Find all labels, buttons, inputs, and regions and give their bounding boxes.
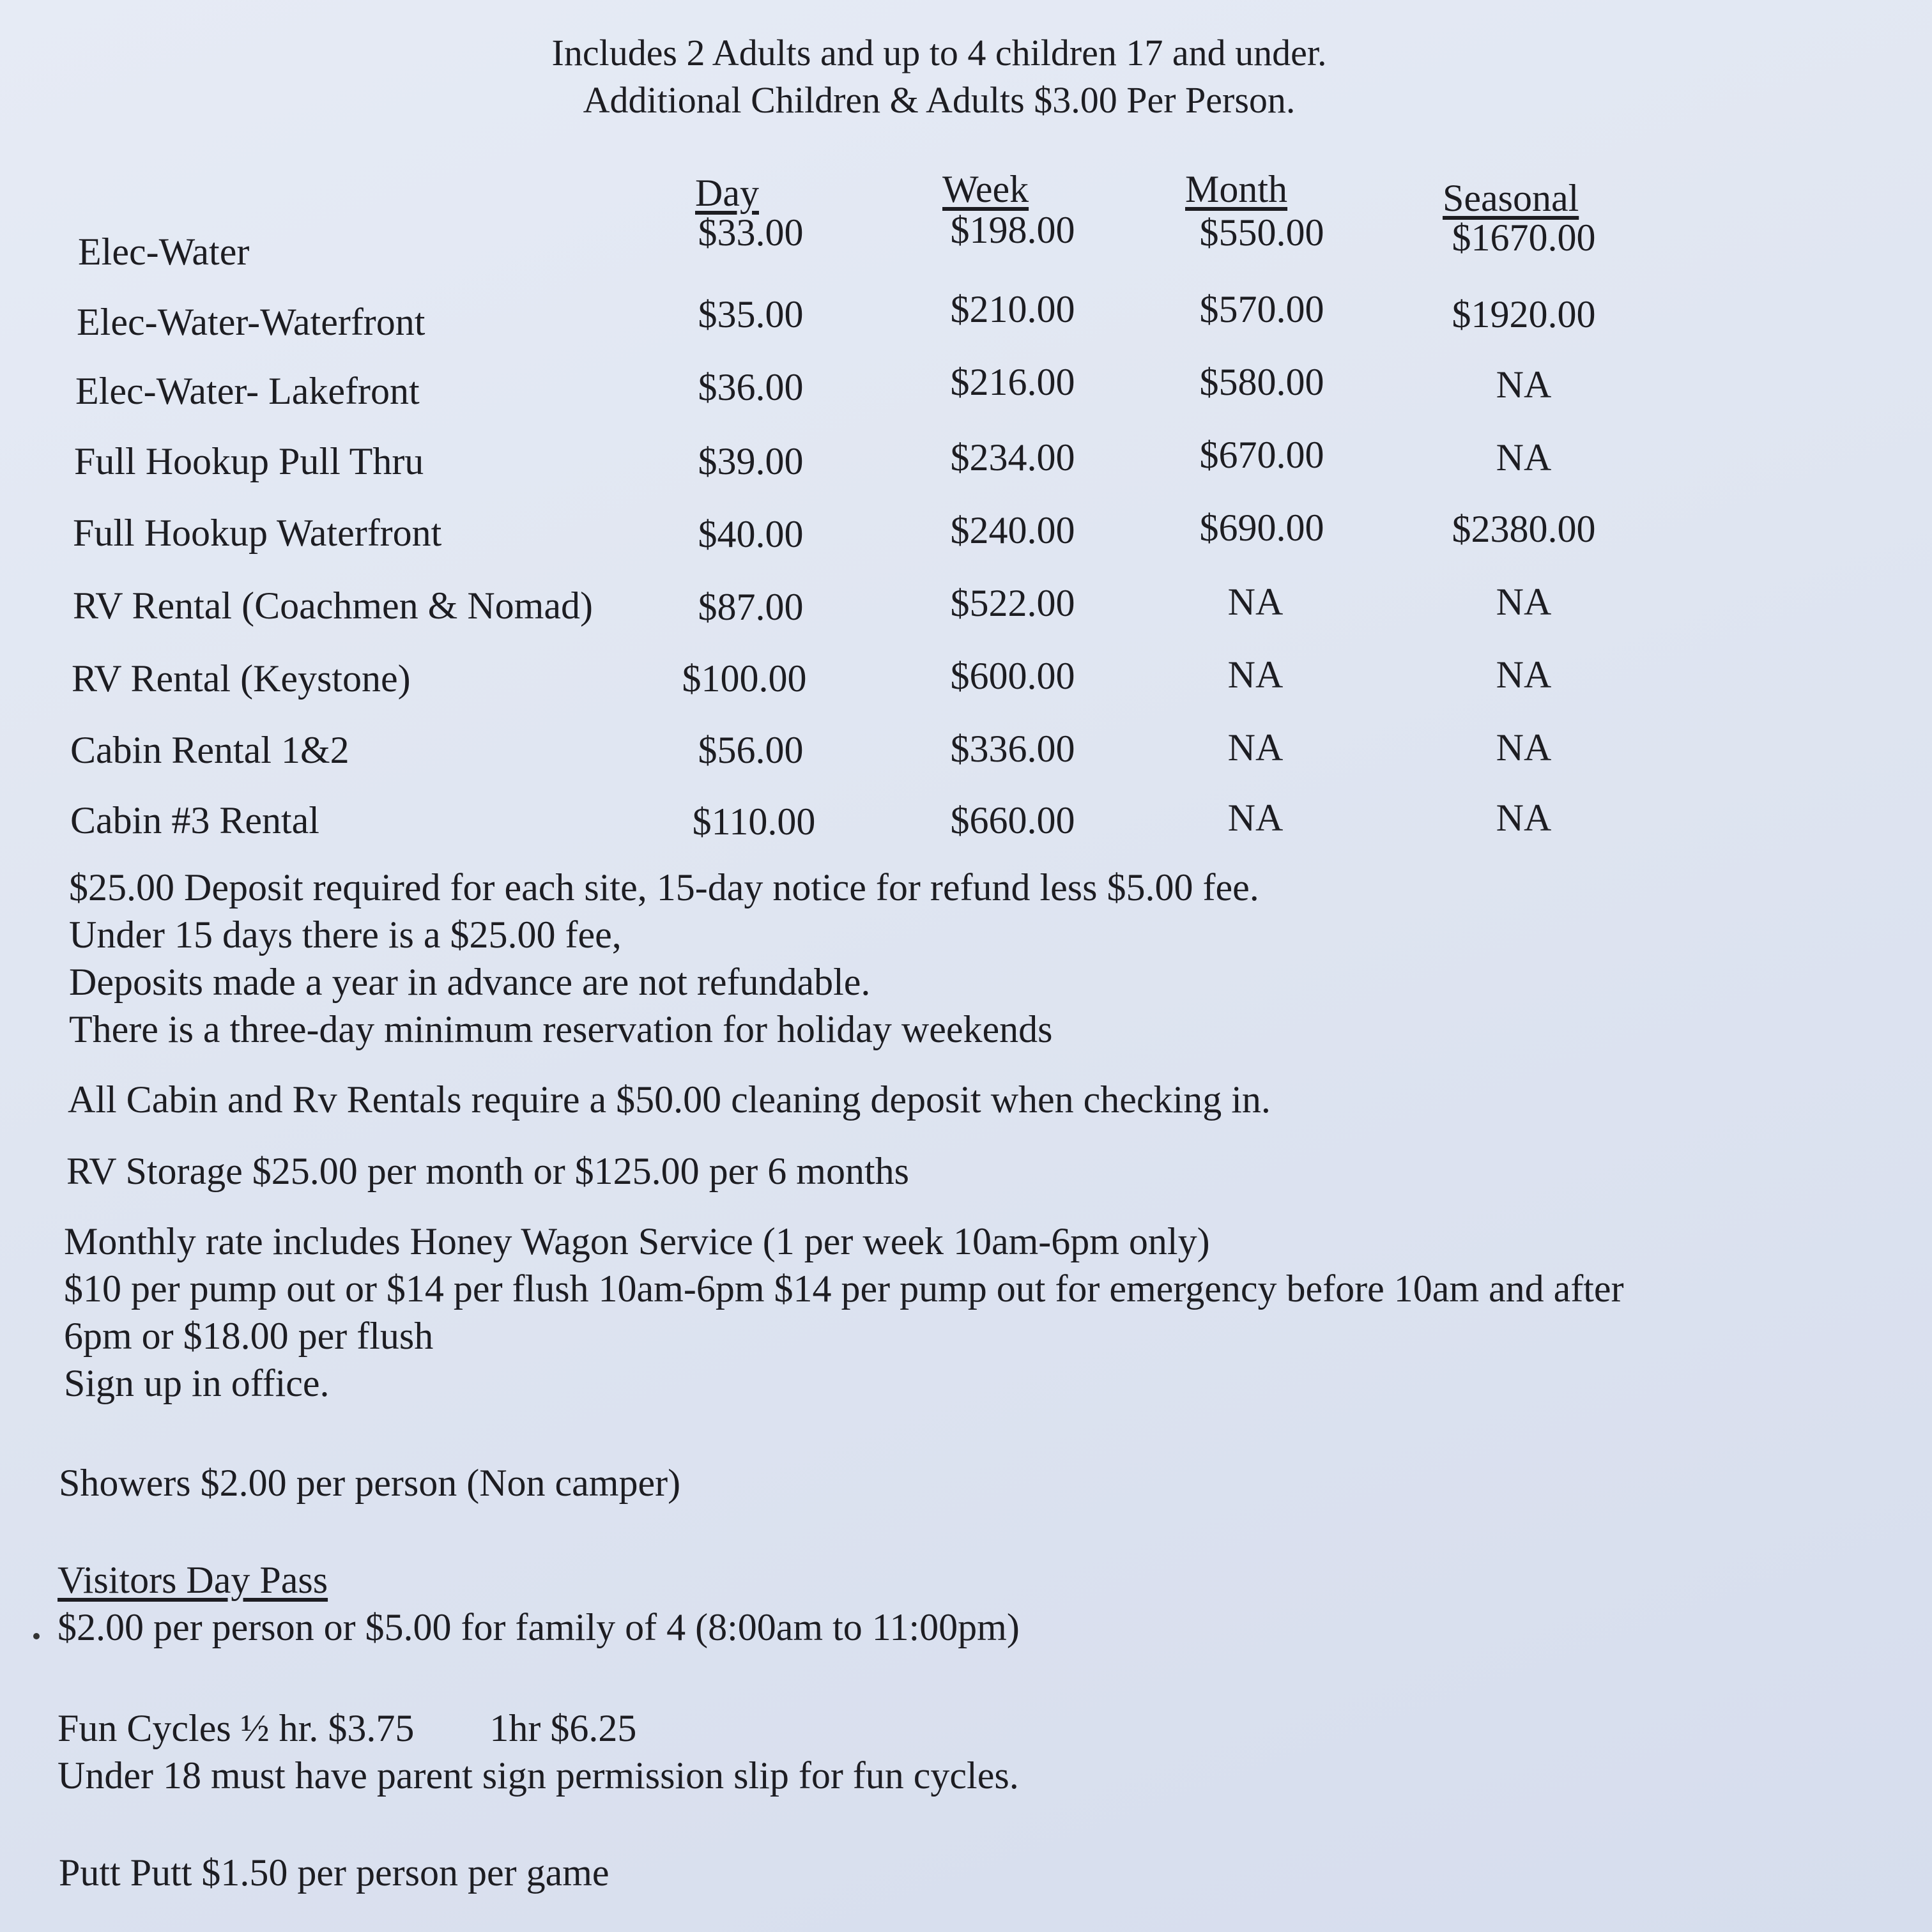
- rate-row-label: RV Rental (Coachmen & Nomad): [73, 585, 593, 627]
- header-line-1: Includes 2 Adults and up to 4 children 17 and under.: [551, 32, 1327, 73]
- rate-row-label: Elec-Water-Waterfront: [77, 301, 425, 343]
- rate-week: $210.00: [950, 288, 1075, 330]
- deposit-line-2: Under 15 days there is a $25.00 fee,: [69, 914, 622, 956]
- rate-header: [0, 29, 1878, 124]
- honey-wagon-line-1: Monthly rate includes Honey Wagon Service (1 per week 10am-6pm only): [64, 1220, 1210, 1262]
- rate-week: $522.00: [950, 582, 1075, 624]
- rate-seasonal: NA: [1496, 581, 1552, 623]
- header-line-2: Additional Children & Adults $3.00 Per Person.: [583, 79, 1296, 121]
- rate-month: $550.00: [1199, 211, 1324, 254]
- rate-week: $198.00: [950, 209, 1075, 251]
- putt-putt: Putt Putt $1.50 per person per game: [59, 1851, 610, 1894]
- rate-seasonal: $1670.00: [1452, 217, 1596, 259]
- fun-cycles-half-hour: Fun Cycles ½ hr. $3.75: [57, 1707, 415, 1749]
- rate-seasonal: $1920.00: [1452, 293, 1596, 335]
- rate-row: [0, 580, 1853, 631]
- rate-month: $690.00: [1199, 507, 1324, 549]
- rate-day: $36.00: [698, 366, 804, 408]
- showers: Showers $2.00 per person (Non camper): [59, 1462, 681, 1504]
- visitors-title: Visitors Day Pass: [57, 1559, 328, 1601]
- visitors-day-pass: [57, 1556, 1020, 1651]
- rate-day: $100.00: [682, 657, 807, 700]
- rate-row-label: Full Hookup Waterfront: [73, 512, 442, 554]
- rate-day: $39.00: [698, 440, 804, 482]
- rate-row: [0, 653, 1853, 704]
- rate-month: NA: [1227, 797, 1284, 839]
- rate-week: $234.00: [950, 436, 1075, 479]
- rate-day: $33.00: [698, 211, 804, 254]
- rate-day: $87.00: [698, 586, 804, 628]
- rate-week: $336.00: [950, 728, 1075, 770]
- rate-day: $110.00: [692, 801, 816, 843]
- rate-day: $40.00: [698, 513, 804, 555]
- rate-day: $35.00: [698, 293, 804, 335]
- rate-month: $670.00: [1199, 434, 1324, 476]
- rate-row-label: Full Hookup Pull Thru: [74, 440, 424, 482]
- rate-row: [0, 288, 1853, 343]
- rate-month: $580.00: [1199, 361, 1324, 403]
- column-header-day: Day: [695, 172, 759, 214]
- rate-row-label: Elec-Water- Lakefront: [75, 370, 420, 412]
- fun-cycles: [57, 1705, 1019, 1799]
- rate-month: NA: [1227, 726, 1284, 769]
- honey-wagon: [64, 1218, 1624, 1407]
- rate-week: $660.00: [950, 799, 1075, 841]
- fun-cycles-line-1: [57, 1705, 1019, 1752]
- bullet-icon: [33, 1633, 40, 1639]
- honey-wagon-line-2: $10 per pump out or $14 per flush 10am-6pm $14 per pump out for emergency before 10am and after: [64, 1268, 1624, 1310]
- rate-month: NA: [1227, 581, 1284, 623]
- rate-day: $56.00: [698, 729, 804, 771]
- cleaning-deposit: All Cabin and Rv Rentals require a $50.00 cleaning deposit when checking in.: [68, 1078, 1271, 1121]
- deposit-line-1: $25.00 Deposit required for each site, 15-day notice for refund less $5.00 fee.: [69, 866, 1259, 908]
- deposit-line-4: There is a three-day minimum reservation for holiday weekends: [69, 1008, 1053, 1050]
- fun-cycles-note: Under 18 must have parent sign permission slip for fun cycles.: [57, 1754, 1019, 1797]
- rate-row: [0, 506, 1853, 557]
- rate-week: $216.00: [950, 361, 1075, 403]
- rate-seasonal: NA: [1496, 726, 1552, 769]
- rate-week: $600.00: [950, 655, 1075, 697]
- rate-seasonal: NA: [1496, 436, 1552, 479]
- rv-storage: RV Storage $25.00 per month or $125.00 per 6 months: [66, 1150, 909, 1192]
- deposit-line-3: Deposits made a year in advance are not refundable.: [69, 961, 871, 1003]
- rate-row-label: RV Rental (Keystone): [72, 657, 411, 700]
- rate-row: [0, 796, 1853, 847]
- honey-wagon-line-4: Sign up in office.: [64, 1362, 330, 1404]
- rate-row-label: Cabin Rental 1&2: [70, 729, 349, 771]
- rate-seasonal: $2380.00: [1452, 508, 1596, 550]
- rate-row: [0, 433, 1853, 484]
- rate-row: [0, 360, 1853, 411]
- rate-seasonal: NA: [1496, 364, 1552, 406]
- rate-month: NA: [1227, 654, 1284, 696]
- visitors-detail: $2.00 per person or $5.00 for family of 4 (8:00am to 11:00pm): [57, 1606, 1020, 1648]
- column-header-seasonal: Seasonal: [1443, 177, 1579, 219]
- rate-row: [0, 209, 1853, 273]
- honey-wagon-line-3: 6pm or $18.00 per flush: [64, 1315, 434, 1357]
- rate-seasonal: NA: [1496, 797, 1552, 839]
- column-header-month: Month: [1185, 168, 1288, 210]
- rate-row-label: Cabin #3 Rental: [70, 799, 319, 841]
- rate-month: $570.00: [1199, 288, 1324, 330]
- rate-seasonal: NA: [1496, 654, 1552, 696]
- rate-week: $240.00: [950, 509, 1075, 551]
- rate-row: [0, 726, 1853, 777]
- rate-row-label: Elec-Water: [78, 231, 250, 273]
- deposit-policy: [69, 864, 1259, 1053]
- fun-cycles-one-hour: 1hr $6.25: [489, 1707, 637, 1749]
- column-header-week: Week: [942, 168, 1029, 210]
